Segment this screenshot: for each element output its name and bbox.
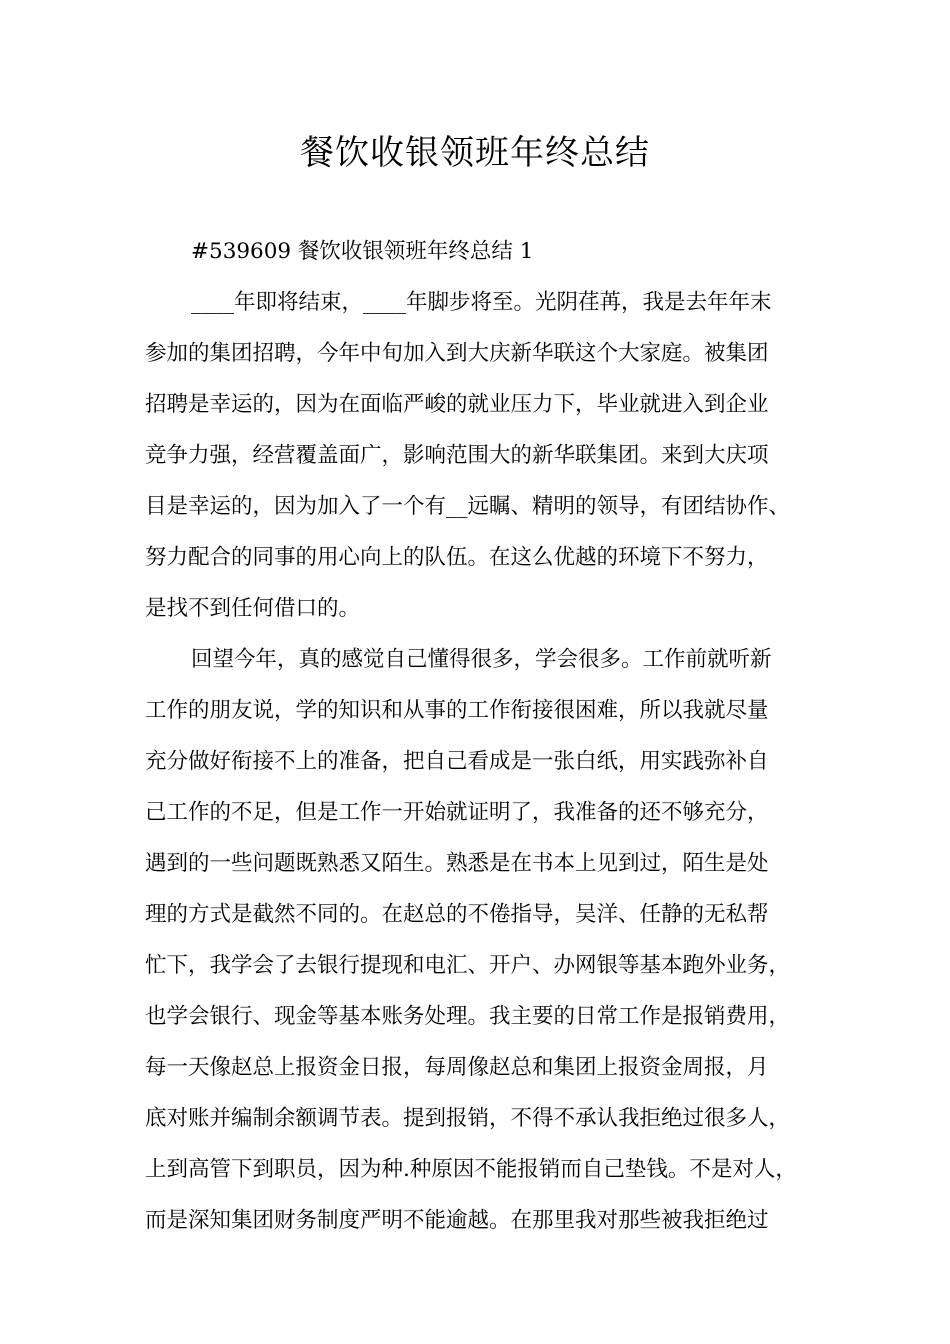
paragraph-line: 招聘是幸运的，因为在面临严峻的就业压力下，毕业就进入到企业 [145, 392, 769, 417]
document-title: 餐饮收银领班年终总结 [300, 133, 650, 173]
paragraph-line: ____年即将结束，____年脚步将至。光阴荏苒，我是去年年末 [191, 290, 772, 315]
paragraph-line: 工作的朋友说，学的知识和从事的工作衔接很困难，所以我就尽量 [145, 698, 769, 723]
paragraph-line: 努力配合的同事的用心向上的队伍。在这么优越的环境下不努力， [145, 545, 769, 570]
paragraph-line: 竞争力强，经营覆盖面广，影响范围大的新华联集团。来到大庆项 [145, 443, 769, 468]
paragraph-line: 遇到的一些问题既熟悉又陌生。熟悉是在书本上见到过，陌生是处 [145, 851, 769, 876]
paragraph-line: 回望今年，真的感觉自己懂得很多，学会很多。工作前就听新 [191, 647, 772, 672]
paragraph-line: 忙下，我学会了去银行提现和电汇、开户、办网银等基本跑外业务， [145, 953, 791, 978]
document-body [145, 232, 825, 1252]
paragraph-line: 理的方式是截然不同的。在赵总的不倦指导，吴洋、任静的无私帮 [145, 902, 769, 927]
paragraph-line: 底对账并编制余额调节表。提到报销，不得不承认我拒绝过很多人， [145, 1106, 791, 1131]
paragraph-2 [145, 640, 825, 1252]
paragraph-line: 上到高管下到职员，因为种.种原因不能报销而自己垫钱。不是对人， [145, 1157, 797, 1182]
paragraph-line: 每一天像赵总上报资金日报，每周像赵总和集团上报资金周报，月 [145, 1055, 769, 1080]
paragraph-line: 也学会银行、现金等基本账务处理。我主要的日常工作是报销费用， [145, 1004, 791, 1029]
paragraph-line: 是找不到任何借口的。 [145, 596, 361, 621]
paragraph-line: 而是深知集团财务制度严明不能逾越。在那里我对那些被我拒绝过 [145, 1208, 769, 1233]
paragraph-line: 充分做好衔接不上的准备，把自己看成是一张白纸，用实践弥补自 [145, 749, 769, 774]
paragraph-1 [145, 283, 825, 640]
paragraph-line: 参加的集团招聘，今年中旬加入到大庆新华联这个大家庭。被集团 [145, 341, 769, 366]
paragraph-line: 目是幸运的，因为加入了一个有__远瞩、精明的领导，有团结协作、 [145, 494, 791, 519]
document-subtitle: #539609 餐饮收银领班年终总结 1 [191, 239, 534, 264]
paragraph-line: 己工作的不足，但是工作一开始就证明了，我准备的还不够充分， [145, 800, 769, 825]
